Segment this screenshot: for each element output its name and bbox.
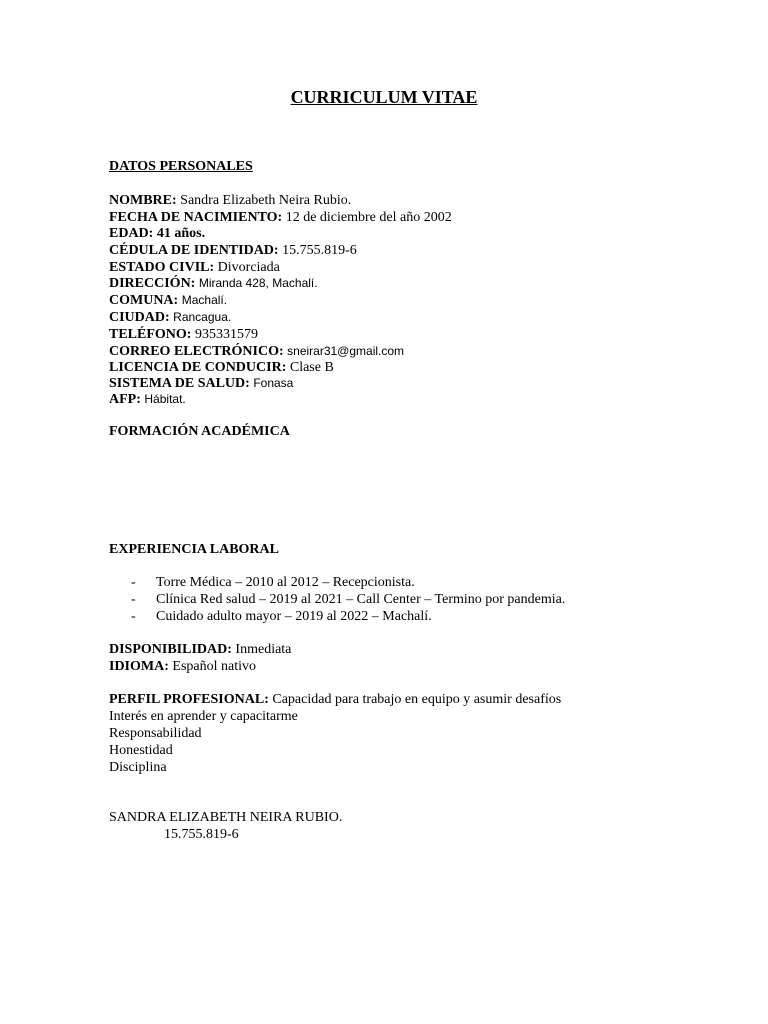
experience-item xyxy=(131,591,565,608)
signature-name: SANDRA ELIZABETH NEIRA RUBIO. xyxy=(109,810,343,825)
email-label: CORREO ELECTRÓNICO: xyxy=(109,344,284,359)
city-row xyxy=(109,309,231,326)
city-label: CIUDAD: xyxy=(109,310,170,325)
bullet-dash: - xyxy=(131,609,136,624)
bullet-dash: - xyxy=(131,592,136,607)
language-value: Español nativo xyxy=(172,659,256,674)
age-value: 41 años. xyxy=(156,226,206,241)
profile-line: Interés en aprender y capacitarme xyxy=(109,709,298,724)
document-title: CURRICULUM VITAE xyxy=(290,87,478,107)
id-row xyxy=(109,242,357,259)
phone-row xyxy=(109,326,258,343)
availability-row xyxy=(109,641,291,658)
language-row xyxy=(109,658,256,675)
name-label: NOMBRE: xyxy=(109,193,177,208)
city-value: Rancagua. xyxy=(173,310,232,324)
id-label: CÉDULA DE IDENTIDAD: xyxy=(109,243,279,258)
profile-line: Disciplina xyxy=(109,760,167,775)
profile-first-line: Capacidad para trabajo en equipo y asumir desafíos xyxy=(272,692,562,707)
comuna-value: Machalí. xyxy=(181,293,228,307)
address-value: Miranda 428, Machalí. xyxy=(198,276,318,290)
id-value: 15.755.819-6 xyxy=(282,243,357,258)
health-value: Fonasa xyxy=(253,376,294,390)
experience-item xyxy=(131,608,432,625)
afp-label: AFP: xyxy=(109,392,141,407)
birthdate-label: FECHA DE NACIMIENTO: xyxy=(109,210,283,225)
phone-value: 935331579 xyxy=(194,327,258,342)
health-row xyxy=(109,375,293,392)
comuna-label: COMUNA: xyxy=(109,293,179,308)
profile-line: Responsabilidad xyxy=(109,726,202,741)
experience-item-text: Torre Médica – 2010 al 2012 – Recepcionista. xyxy=(156,575,415,590)
age-label: EDAD: xyxy=(109,226,154,241)
address-label: DIRECCIÓN: xyxy=(109,276,196,291)
availability-value: Inmediata xyxy=(235,642,292,657)
profile-label: PERFIL PROFESIONAL: xyxy=(109,692,269,707)
comuna-row xyxy=(109,292,227,309)
name-row xyxy=(109,192,351,209)
signature-id: 15.755.819-6 xyxy=(164,827,239,842)
birthdate-row xyxy=(109,209,452,226)
civil-status-label: ESTADO CIVIL: xyxy=(109,260,215,275)
personal-data-heading: DATOS PERSONALES xyxy=(109,159,253,174)
experience-item-text: Cuidado adulto mayor – 2019 al 2022 – Machalí. xyxy=(156,609,432,624)
email-value: sneirar31@gmail.com xyxy=(287,344,405,358)
civil-status-row xyxy=(109,259,280,276)
license-label: LICENCIA DE CONDUCIR: xyxy=(109,360,287,375)
availability-label: DISPONIBILIDAD: xyxy=(109,642,232,657)
afp-row xyxy=(109,391,186,408)
name-value: Sandra Elizabeth Neira Rubio. xyxy=(180,193,352,208)
birthdate-value: 12 de diciembre del año 2002 xyxy=(285,210,452,225)
address-row xyxy=(109,275,318,292)
profile-row xyxy=(109,691,561,708)
experience-item xyxy=(131,574,415,591)
afp-value: Hábitat. xyxy=(144,392,186,406)
profile-line: Honestidad xyxy=(109,743,173,758)
education-heading: FORMACIÓN ACADÉMICA xyxy=(109,424,290,439)
phone-label: TELÉFONO: xyxy=(109,327,192,342)
bullet-dash: - xyxy=(131,575,136,590)
age-row xyxy=(109,225,205,242)
experience-heading: EXPERIENCIA LABORAL xyxy=(109,542,279,557)
email-row xyxy=(109,343,404,360)
language-label: IDIOMA: xyxy=(109,659,169,674)
civil-status-value: Divorciada xyxy=(217,260,280,275)
experience-item-text: Clínica Red salud – 2019 al 2021 – Call Center – Termino por pandemia. xyxy=(156,592,566,607)
license-value: Clase B xyxy=(289,360,334,375)
health-label: SISTEMA DE SALUD: xyxy=(109,376,250,391)
license-row xyxy=(109,359,334,376)
